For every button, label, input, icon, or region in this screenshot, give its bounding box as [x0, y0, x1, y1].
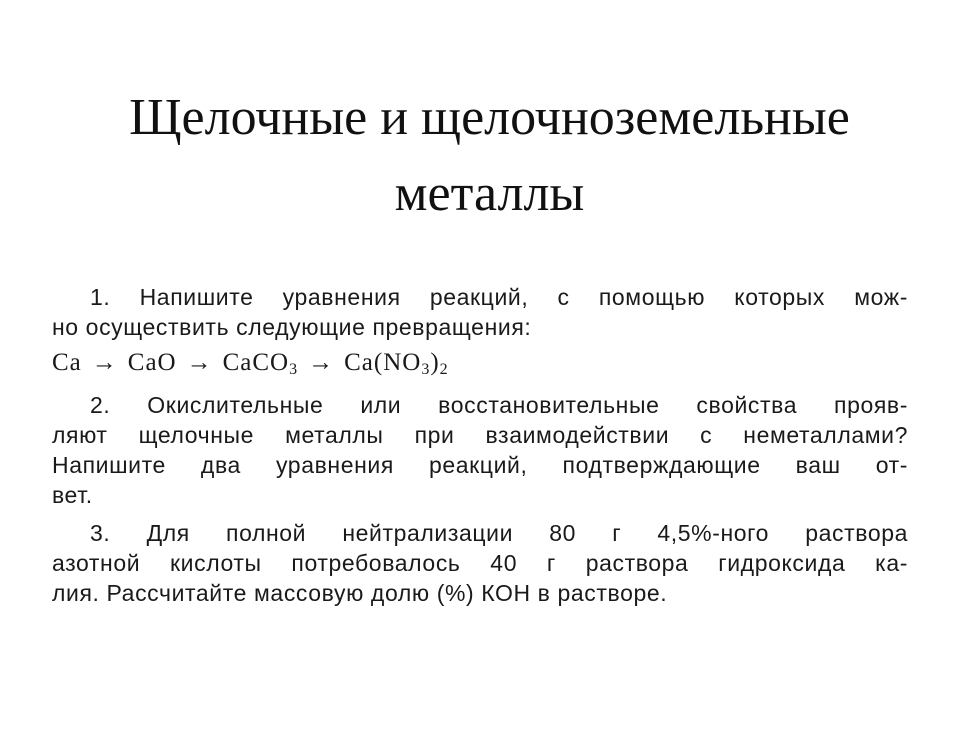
formula-ca: Ca — [52, 349, 82, 376]
formula-paren-sub: 2 — [439, 361, 449, 378]
formula-no3-sub: 3 — [421, 361, 431, 378]
task-1-line-1: 1. Напишите уравнения реакций, с помощью которых мож- — [90, 284, 908, 310]
task-2-line-4: вет. — [52, 482, 93, 508]
task-2-line-1: 2. Окислительные или восстановительные свойства прояв- — [90, 392, 908, 418]
arrow-1: → — [91, 349, 118, 376]
formula-cao: CaO — [127, 349, 177, 376]
formula-caco3-sub: 3 — [289, 361, 299, 378]
task-2-line-3: Напишите два уравнения реакций, подтверждающие ваш от- — [52, 452, 908, 478]
arrow-2: → — [186, 349, 213, 376]
formula-ca-no3-base: Ca(NO — [344, 349, 422, 376]
formula-ca-no3-2 — [344, 349, 449, 376]
slide-title-line-1: Щелочные и щелочноземельные — [129, 89, 850, 146]
formula-caco3-base: CaCO — [222, 349, 290, 376]
task-2-line-2: ляют щелочные металлы при взаимодействии с неметаллами? — [52, 422, 908, 448]
reaction-chain — [52, 346, 908, 380]
task-3-line-3: лия. Рассчитайте массовую долю (%) КОН в растворе. — [52, 580, 668, 606]
task-3-line-2: азотной кислоты потребовалось 40 г раствора гидроксида ка- — [52, 550, 908, 576]
slide-title — [0, 80, 979, 232]
arrow-3: → — [308, 349, 335, 376]
task-3 — [52, 518, 908, 608]
formula-close-paren: ) — [430, 349, 440, 376]
task-1-line-2: но осуществить следующие превращения: — [52, 314, 532, 340]
task-1 — [52, 282, 908, 380]
formula-caco3 — [223, 349, 299, 376]
slide-title-line-2: металлы — [394, 165, 585, 222]
task-list — [52, 282, 908, 608]
task-3-line-1: 3. Для полной нейтрализации 80 г 4,5%-ного раствора — [90, 520, 908, 546]
task-2 — [52, 390, 908, 510]
